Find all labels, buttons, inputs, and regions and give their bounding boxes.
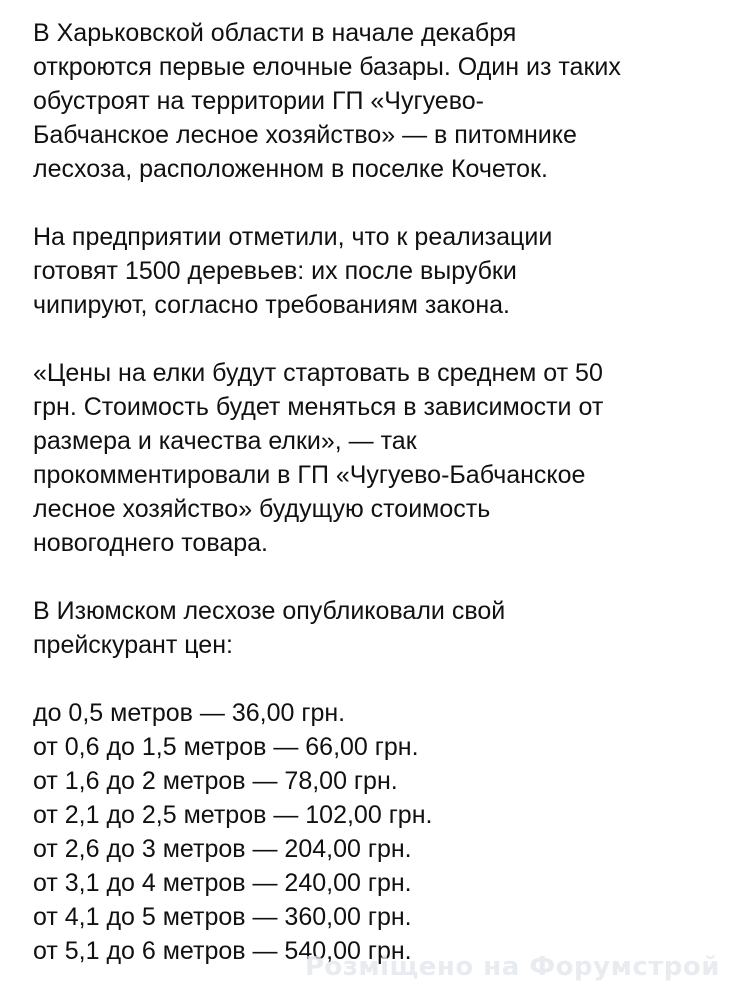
price-list-item: от 5,1 до 6 метров — 540,00 грн. (33, 937, 412, 965)
paragraph-price-quote: «Цены на елки будут стартовать в среднем от 50 грн. Стоимость будет меняться в зависимости от размера и качества елки», — так прокомментировали в ГП «Чугуево-Бабчанское лесное хозяйство» будущую стоимость новогоднего товара. (33, 359, 604, 557)
price-list-item: от 4,1 до 5 метров — 360,00 грн. (33, 903, 412, 931)
price-list-item: от 1,6 до 2 метров — 78,00 грн. (33, 767, 398, 795)
paragraph-price-list-intro: В Изюмском лесхозе опубликовали свой прейскурант цен: (33, 597, 506, 659)
price-list-item: от 2,1 до 2,5 метров — 102,00 грн. (33, 801, 433, 829)
price-list-item: от 0,6 до 1,5 метров — 66,00 грн. (33, 733, 419, 761)
price-list-item: от 2,6 до 3 метров — 204,00 грн. (33, 835, 412, 863)
price-list-item: от 3,1 до 4 метров — 240,00 грн. (33, 869, 412, 897)
price-list (33, 696, 733, 968)
paragraph-market-opening: В Харьковской области в начале декабря откроются первые елочные базары. Один из таких обустроят на территории ГП «Чугуево- Бабчанское лесное хозяйство» — в питомнике лесхоза, расположенном в поселке Кочеток. (33, 19, 621, 183)
article-body (33, 16, 733, 968)
paragraph-tree-count: На предприятии отметили, что к реализации готовят 1500 деревьев: их после вырубки чипируют, согласно требованиям закона. (33, 223, 553, 319)
watermark-text: Розміщено на Форумстрой (304, 952, 720, 982)
price-list-item: до 0,5 метров — 36,00 грн. (33, 699, 346, 727)
